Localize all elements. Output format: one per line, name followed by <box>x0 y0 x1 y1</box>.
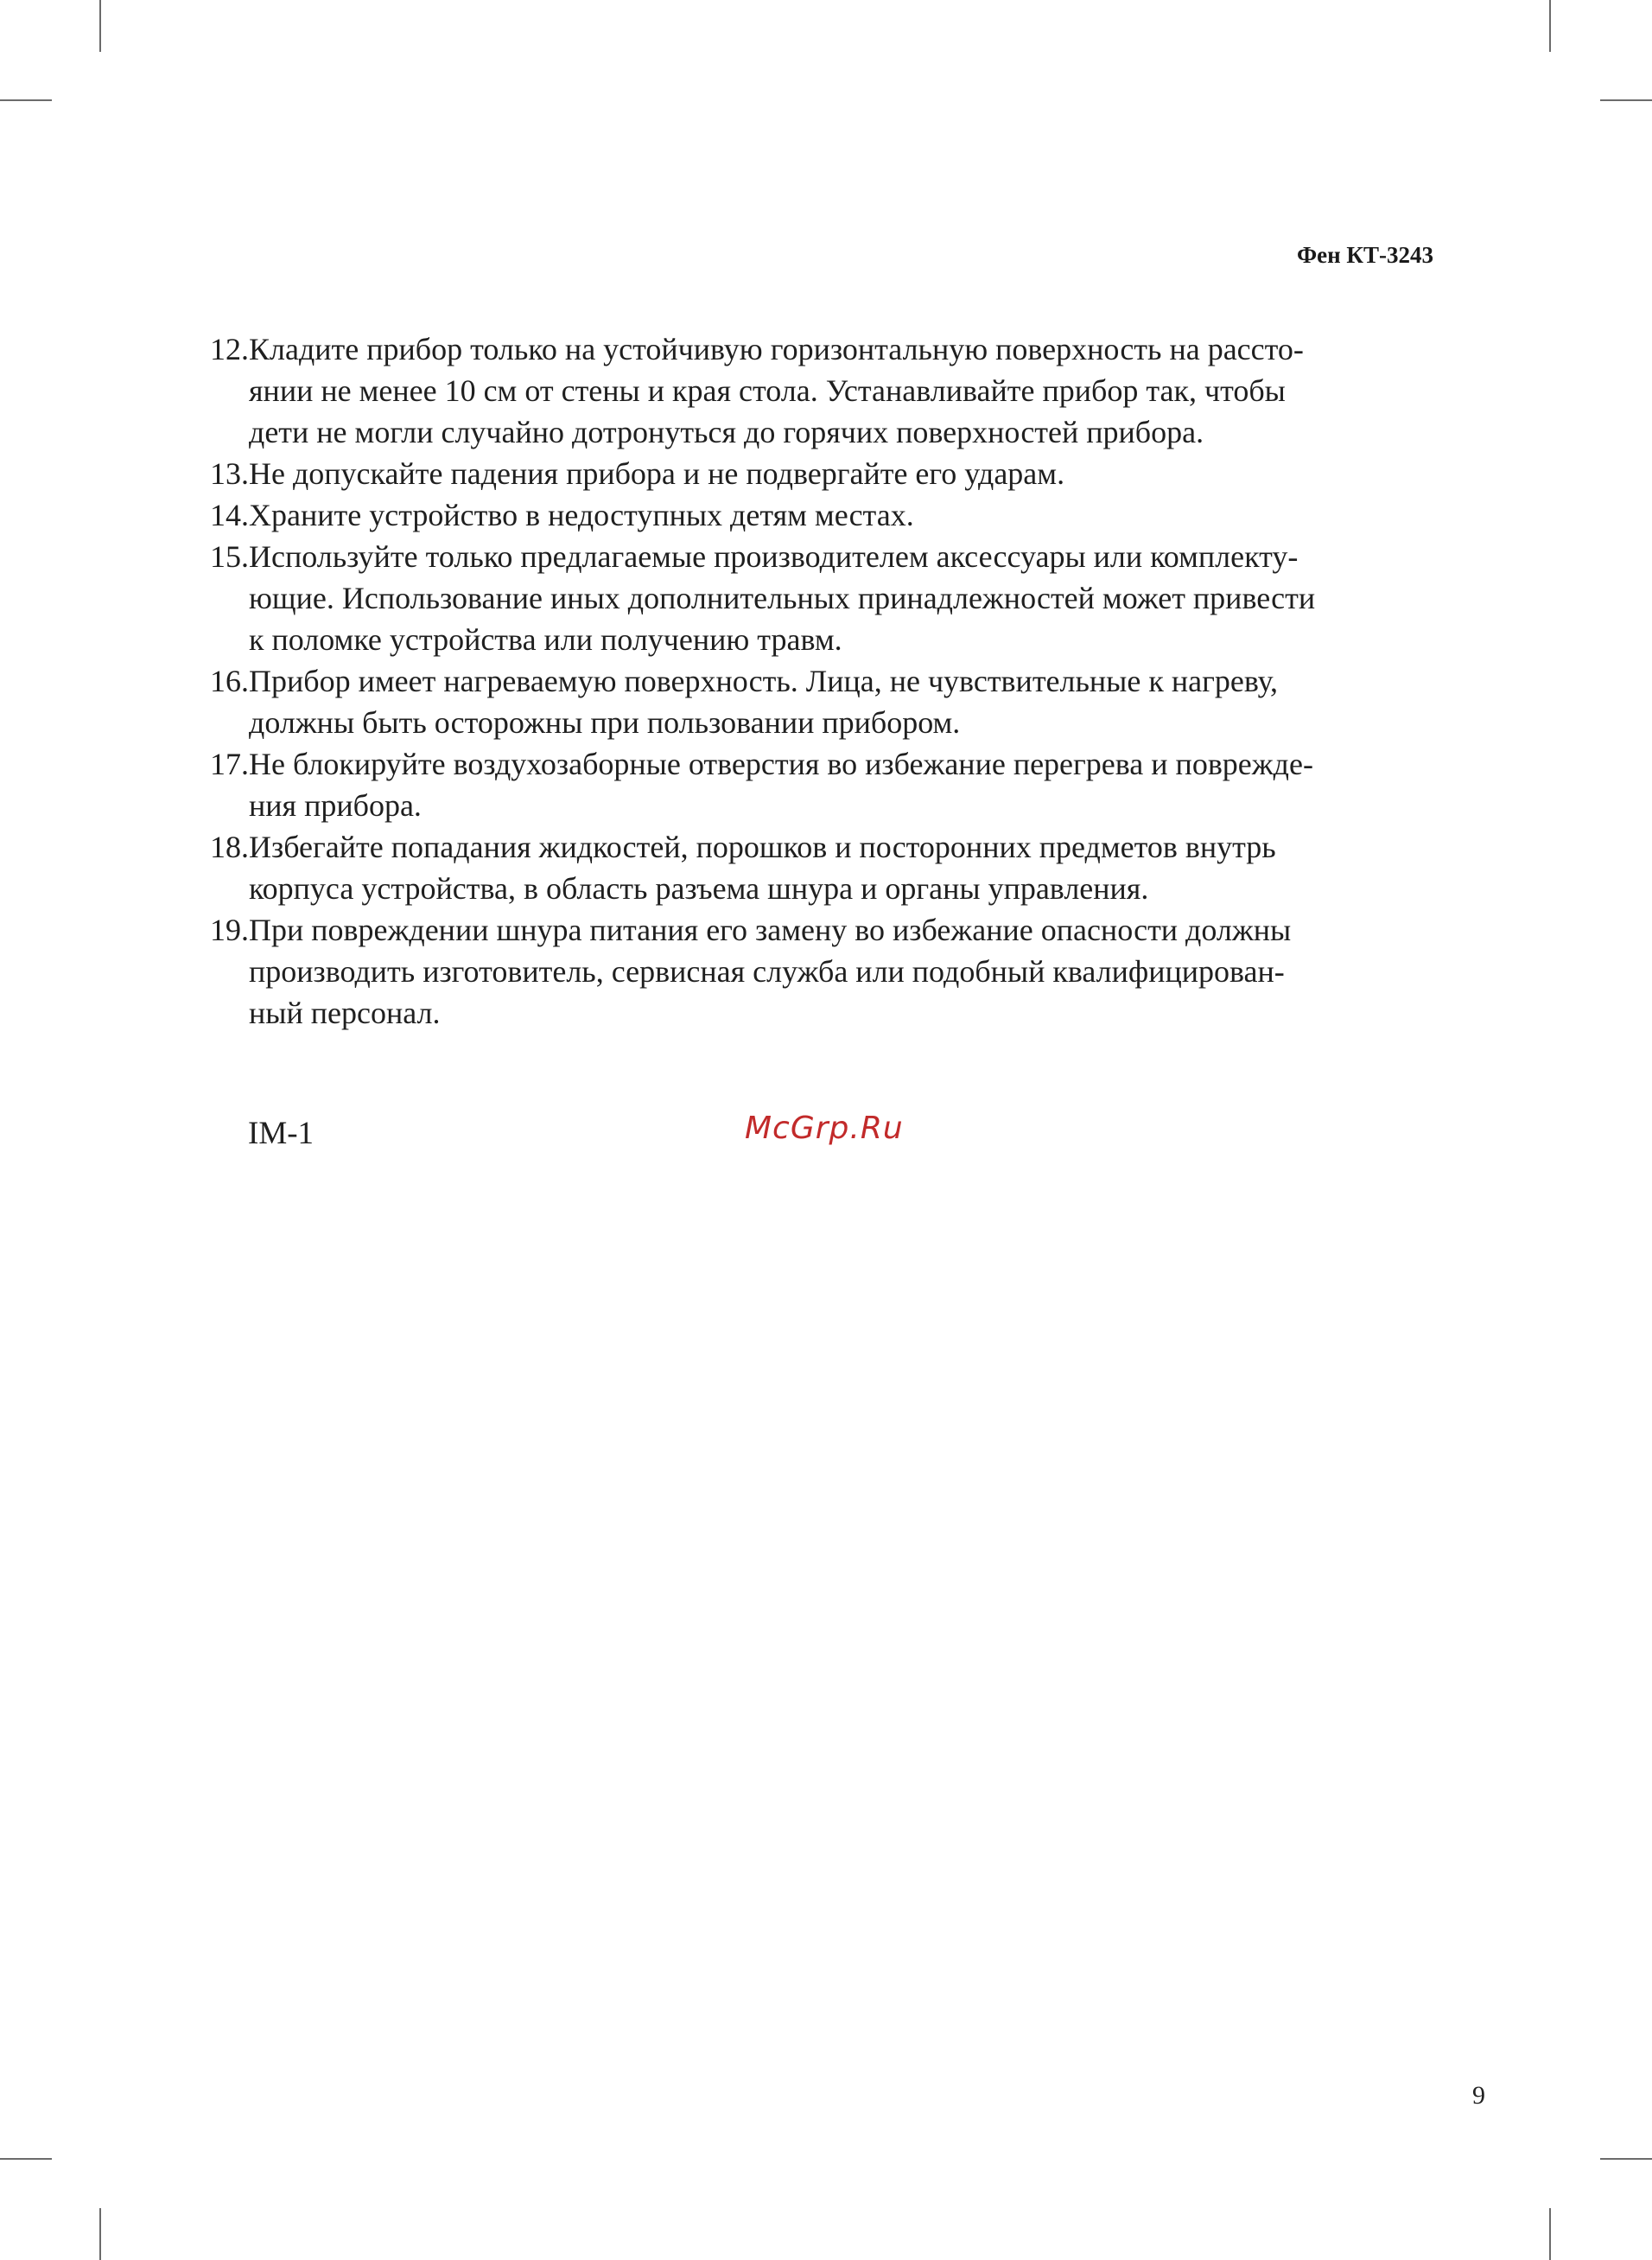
list-item <box>197 328 1441 453</box>
list-item-number: 13. <box>210 456 249 491</box>
text-line: Кладите прибор только на устойчивую горизонтальную поверхность на рассто- <box>249 332 1304 366</box>
text-line: Храните устройство в недоступных детям местах. <box>249 498 914 532</box>
text-line: Не допускайте падения прибора и не подвергайте его ударам. <box>249 456 1065 491</box>
text-line: производить изготовитель, сервисная служба или подобный квалифицирован- <box>249 954 1285 989</box>
instruction-list <box>197 328 1441 1034</box>
list-item <box>197 826 1441 909</box>
text-line: ния прибора. <box>249 788 422 823</box>
list-item-number: 18. <box>210 830 249 864</box>
list-item <box>197 453 1441 494</box>
list-item-text <box>249 494 1441 536</box>
list-item <box>197 909 1441 1034</box>
text-line: дети не могли случайно дотронуться до горячих поверхностей прибора. <box>249 415 1204 449</box>
crop-mark-top-right-vertical <box>1549 0 1551 52</box>
list-item-number: 19. <box>210 913 249 947</box>
text-line: Используйте только предлагаемые производителем аксессуары или комплекту- <box>249 539 1299 574</box>
text-line: Не блокируйте воздухозаборные отверстия во избежание перегрева и поврежде- <box>249 747 1313 781</box>
list-item-text <box>249 743 1441 826</box>
list-item-number: 17. <box>210 747 249 781</box>
page-number: 9 <box>1472 2081 1485 2110</box>
text-line: Избегайте попадания жидкостей, порошков и посторонних предметов внутрь <box>249 830 1276 864</box>
list-item <box>197 743 1441 826</box>
text-line: При повреждении шнура питания его замену во избежание опасности должны <box>249 913 1292 947</box>
list-item-number: 16. <box>210 664 249 698</box>
text-line: ющие. Использование иных дополнительных принадлежностей может привести <box>249 581 1316 615</box>
page-header-title: Фен КТ-3243 <box>1296 242 1433 268</box>
text-line: янии не менее 10 см от стены и края стола. Устанавливайте прибор так, чтобы <box>249 373 1286 408</box>
list-item-number: 15. <box>210 539 249 574</box>
document-code: IM-1 <box>248 1116 315 1151</box>
list-item-text <box>249 660 1441 743</box>
text-line: Прибор имеет нагреваемую поверхность. Лица, не чувствительные к нагреву, <box>249 664 1278 698</box>
crop-mark-top-left-horizontal <box>0 99 52 101</box>
crop-mark-top-right-horizontal <box>1600 99 1652 101</box>
text-line: должны быть осторожны при пользовании прибором. <box>249 705 961 740</box>
crop-mark-bottom-right-horizontal <box>1600 2158 1652 2160</box>
list-item-text <box>249 826 1441 909</box>
list-item-text <box>249 536 1441 660</box>
list-item-number: 12. <box>210 332 249 366</box>
crop-mark-bottom-right-vertical <box>1549 2208 1551 2260</box>
list-item <box>197 494 1441 536</box>
list-item <box>197 660 1441 743</box>
list-item-text <box>249 328 1441 453</box>
watermark-link[interactable]: McGrp.Ru <box>745 1111 904 1146</box>
list-item-text <box>249 909 1441 1034</box>
list-item <box>197 536 1441 660</box>
crop-mark-top-left-vertical <box>99 0 101 52</box>
crop-mark-bottom-left-horizontal <box>0 2158 52 2160</box>
list-item-text <box>249 453 1441 494</box>
text-line: к поломке устройства или получению травм. <box>249 622 842 657</box>
list-item-number: 14. <box>210 498 249 532</box>
crop-mark-bottom-left-vertical <box>99 2208 101 2260</box>
text-line: корпуса устройства, в область разъема шнура и органы управления. <box>249 871 1149 906</box>
text-line: ный персонал. <box>249 996 441 1030</box>
